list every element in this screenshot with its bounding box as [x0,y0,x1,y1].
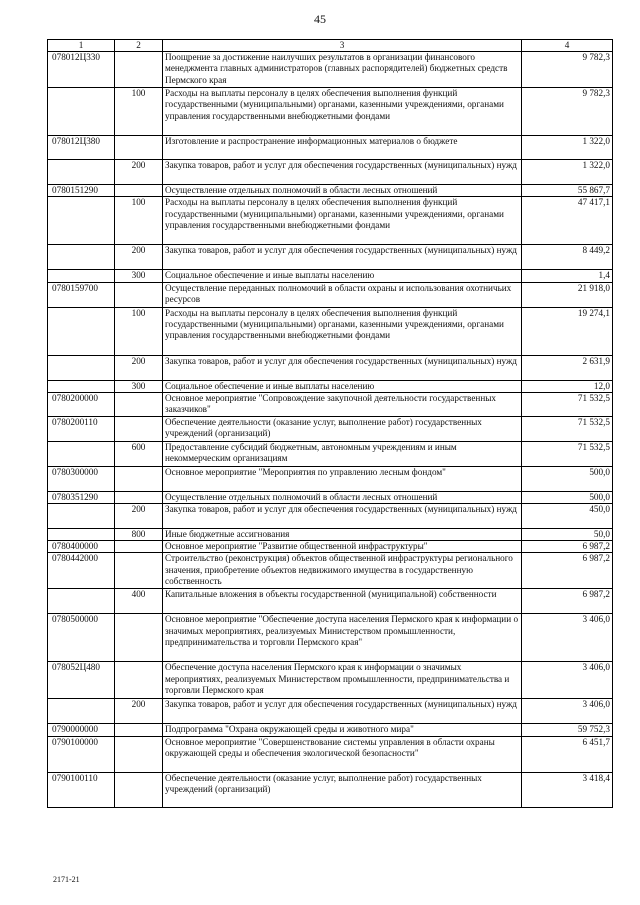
table-row [48,466,613,491]
row-expense-type [115,491,163,503]
page-number: 45 [314,12,326,26]
row-expense-type [115,392,163,416]
row-code: 078012Ц380 [48,136,115,160]
row-code [48,380,115,392]
row-expense-type [115,662,163,699]
row-code [48,307,115,355]
table-body [48,52,613,807]
row-amount: 6 451,7 [522,736,613,772]
table-row [48,724,613,736]
row-amount: 59 752,3 [522,724,613,736]
row-amount: 1 322,0 [522,136,613,160]
row-description: Закупка товаров, работ и услуг для обеспечения государственных (муниципальных) нужд [163,355,522,380]
table-row [48,699,613,724]
row-amount: 8 449,2 [522,245,613,270]
row-description: Социальное обеспечение и иные выплаты населению [163,270,522,282]
row-description: Осуществление отдельных полномочий в области лесных отношений [163,491,522,503]
row-code: 078052Ц480 [48,662,115,699]
row-code [48,504,115,529]
row-description: Основное мероприятие "Обеспечение доступа населения Пермского края к информации о значимых мероприятиях, реализуемых Министерством промышленности, предпринимательства и торговли Пермского края" [163,614,522,662]
row-expense-type [115,466,163,491]
row-amount: 3 418,4 [522,772,613,807]
row-code [48,699,115,724]
row-amount: 1 322,0 [522,160,613,185]
table-row [48,553,613,589]
row-code: 0780500000 [48,614,115,662]
row-amount: 500,0 [522,491,613,503]
row-amount: 3 406,0 [522,699,613,724]
table-row [48,589,613,614]
table-header-row [48,40,613,52]
row-code: 078012Ц330 [48,52,115,88]
table-row [48,52,613,88]
row-code: 0780300000 [48,466,115,491]
row-description: Осуществление переданных полномочий в области охраны и использования охотничьих ресурсов [163,282,522,307]
row-amount: 3 406,0 [522,614,613,662]
table-row [48,136,613,160]
row-code [48,160,115,185]
row-description: Изготовление и распространение информационных материалов о бюджете [163,136,522,160]
header-col-4: 4 [522,40,613,52]
row-description: Иные бюджетные ассигнования [163,529,522,541]
row-expense-type [115,541,163,553]
table-row [48,307,613,355]
row-expense-type [115,614,163,662]
row-amount: 71 532,5 [522,416,613,441]
row-amount: 12,0 [522,380,613,392]
row-expense-type [115,553,163,589]
table-row [48,441,613,466]
row-expense-type [115,282,163,307]
row-expense-type: 100 [115,307,163,355]
row-amount: 1,4 [522,270,613,282]
header-col-2: 2 [115,40,163,52]
row-code: 0790100000 [48,736,115,772]
table-row [48,736,613,772]
row-amount: 450,0 [522,504,613,529]
row-amount: 55 867,7 [522,185,613,197]
row-description: Подпрограмма "Охрана окружающей среды и животного мира" [163,724,522,736]
row-expense-type [115,772,163,807]
table-row [48,504,613,529]
row-expense-type: 200 [115,504,163,529]
table-row [48,380,613,392]
row-description: Обеспечение деятельности (оказание услуг, выполнение работ) государственных учреждений (организаций) [163,416,522,441]
row-code: 0780200110 [48,416,115,441]
row-amount: 19 274,1 [522,307,613,355]
row-description: Основное мероприятие "Совершенствование системы управления в области охраны окружающей среды и обеспечения экологической безопасности" [163,736,522,772]
row-amount: 21 918,0 [522,282,613,307]
row-code: 0780200000 [48,392,115,416]
row-amount: 9 782,3 [522,88,613,136]
footer-code: 2171-21 [53,875,80,884]
table-row [48,541,613,553]
row-description: Осуществление отдельных полномочий в области лесных отношений [163,185,522,197]
row-description: Строительство (реконструкция) объектов общественной инфраструктуры регионального значения, приобретение объектов недвижимого имущества в государственную собственность [163,553,522,589]
row-amount: 71 532,5 [522,441,613,466]
row-description: Закупка товаров, работ и услуг для обеспечения государственных (муниципальных) нужд [163,160,522,185]
row-amount: 6 987,2 [522,589,613,614]
row-code [48,270,115,282]
table-row [48,614,613,662]
row-expense-type: 300 [115,270,163,282]
row-description: Основное мероприятие "Сопровождение закупочной деятельности государственных заказчиков" [163,392,522,416]
table-row [48,282,613,307]
table-row [48,245,613,270]
table-row [48,197,613,245]
table-row [48,185,613,197]
row-description: Социальное обеспечение и иные выплаты населению [163,380,522,392]
row-expense-type [115,136,163,160]
row-amount: 9 782,3 [522,52,613,88]
row-code [48,245,115,270]
row-expense-type [115,416,163,441]
row-amount: 6 987,2 [522,553,613,589]
row-amount: 71 532,5 [522,392,613,416]
table-row [48,416,613,441]
row-expense-type: 100 [115,88,163,136]
row-description: Предоставление субсидий бюджетным, автономным учреждениям и иным некоммерческим организациям [163,441,522,466]
row-code: 0790100110 [48,772,115,807]
table-row [48,355,613,380]
table-row [48,270,613,282]
row-amount: 47 417,1 [522,197,613,245]
row-code: 0780159700 [48,282,115,307]
row-amount: 2 631,9 [522,355,613,380]
row-code [48,88,115,136]
row-description: Расходы на выплаты персоналу в целях обеспечения выполнения функций государственными (муниципальными) органами, казенными учреждениями, органами управления государственными внебюджетными фондами [163,307,522,355]
row-code [48,529,115,541]
row-expense-type [115,724,163,736]
row-code [48,589,115,614]
row-description: Основное мероприятие "Развитие общественной инфраструктуры" [163,541,522,553]
table-row [48,772,613,807]
row-expense-type: 100 [115,197,163,245]
row-code: 0780400000 [48,541,115,553]
row-expense-type: 200 [115,160,163,185]
budget-table [47,39,613,808]
row-expense-type: 400 [115,589,163,614]
row-code: 0780151290 [48,185,115,197]
row-description: Основное мероприятие "Мероприятия по управлению лесным фондом" [163,466,522,491]
header-col-1: 1 [48,40,115,52]
row-expense-type [115,185,163,197]
row-description: Закупка товаров, работ и услуг для обеспечения государственных (муниципальных) нужд [163,504,522,529]
row-description: Закупка товаров, работ и услуг для обеспечения государственных (муниципальных) нужд [163,699,522,724]
header-col-3: 3 [163,40,522,52]
row-expense-type [115,52,163,88]
row-description: Поощрение за достижение наилучших результатов в организации финансового менеджмента главных администраторов (главных распорядителей) бюджетных средств Пермского края [163,52,522,88]
table-row [48,160,613,185]
row-description: Обеспечение доступа населения Пермского края к информации о значимых мероприятиях, реализуемых Министерством промышленности, предпринимательства и торговли Пермского края [163,662,522,699]
row-expense-type [115,736,163,772]
row-code: 0780442000 [48,553,115,589]
row-amount: 3 406,0 [522,662,613,699]
row-description: Закупка товаров, работ и услуг для обеспечения государственных (муниципальных) нужд [163,245,522,270]
row-description: Капитальные вложения в объекты государственной (муниципальной) собственности [163,589,522,614]
table-row [48,491,613,503]
row-description: Расходы на выплаты персоналу в целях обеспечения выполнения функций государственными (муниципальными) органами, казенными учреждениями, органами управления государственными внебюджетными фондами [163,197,522,245]
row-code: 0780351290 [48,491,115,503]
row-expense-type: 300 [115,380,163,392]
row-description: Расходы на выплаты персоналу в целях обеспечения выполнения функций государственными (муниципальными) органами, казенными учреждениями, органами управления государственными внебюджетными фондами [163,88,522,136]
row-code [48,441,115,466]
row-amount: 500,0 [522,466,613,491]
row-amount: 50,0 [522,529,613,541]
table-row [48,392,613,416]
row-expense-type: 200 [115,245,163,270]
table-row [48,88,613,136]
row-expense-type: 600 [115,441,163,466]
row-code [48,197,115,245]
row-code [48,355,115,380]
row-description: Обеспечение деятельности (оказание услуг, выполнение работ) государственных учреждений (организаций) [163,772,522,807]
row-code: 0790000000 [48,724,115,736]
row-expense-type: 200 [115,355,163,380]
row-amount: 6 987,2 [522,541,613,553]
row-expense-type: 800 [115,529,163,541]
table-row [48,662,613,699]
table-row [48,529,613,541]
row-expense-type: 200 [115,699,163,724]
